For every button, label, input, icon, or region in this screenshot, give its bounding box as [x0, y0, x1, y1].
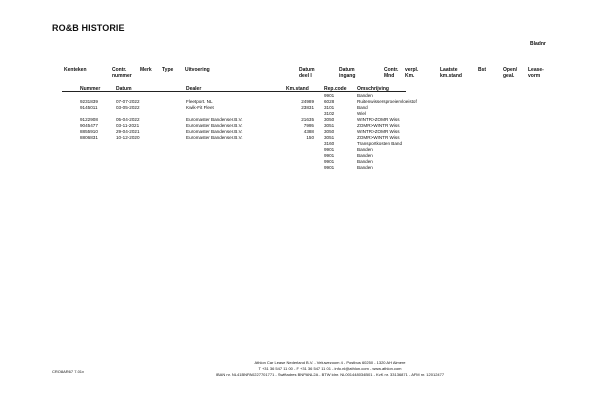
cell-repcode: 9901: [324, 93, 335, 98]
subheader-datum: Datum: [116, 86, 132, 92]
cell-repcode: 9901: [324, 165, 335, 170]
cell-nummer: 8806831: [80, 135, 98, 140]
cell-repcode: 3160: [324, 141, 335, 146]
cell-repcode: 3051: [324, 123, 335, 128]
cell-kmstand: 4388: [303, 129, 314, 134]
cell-kmstand: 7995: [303, 123, 314, 128]
header-lease-vorm: Lease- vorm: [528, 67, 544, 79]
cell-nummer: 9145011: [80, 105, 98, 110]
cell-repcode: 3101: [324, 105, 335, 110]
header-divider: [62, 91, 406, 92]
subheader-dealer: Dealer: [186, 86, 202, 92]
header-merk: Merk: [140, 67, 152, 73]
cell-dealer: Fleetport. NL: [186, 99, 213, 104]
cell-omschrijving: ZOMR>WINTR Wiss: [357, 135, 400, 140]
cell-datum: 03-05-2022: [116, 105, 140, 110]
cell-repcode: 9901: [324, 153, 335, 158]
cell-omschrijving: Ruitenwissersproeiervloeistof: [357, 99, 417, 104]
header-datum-ingang: Datum ingang: [339, 67, 356, 79]
header-contr-nummer: Contr. nummer: [112, 67, 132, 79]
cell-repcode: 9901: [324, 159, 335, 164]
cell-repcode: 3051: [324, 135, 335, 140]
cell-omschrijving: Banden: [357, 147, 373, 152]
cell-dealer: Euromaster Bandenser.B.V.: [186, 123, 243, 128]
cell-datum: 10-12-2020: [116, 135, 140, 140]
subheader-repcode: Rep.code: [324, 86, 347, 92]
header-contr-mnd: Contr. Mnd: [384, 67, 399, 79]
cell-omschrijving: Banden: [357, 159, 373, 164]
cell-omschrijving: Banden: [357, 93, 373, 98]
cell-omschrijving: Band: [357, 105, 368, 110]
header-kenteken: Kenteken: [64, 67, 87, 73]
cell-datum: 07-07-2022: [116, 99, 140, 104]
cell-omschrijving: ZOMR>WINTR Wiss: [357, 123, 400, 128]
cell-datum: 29-04-2021: [116, 129, 140, 134]
cell-nummer: 9122908: [80, 117, 98, 122]
cell-datum: 03-11-2021: [116, 123, 140, 128]
cell-repcode: 6028: [324, 99, 335, 104]
cell-nummer: 9231839: [80, 99, 98, 104]
cell-omschrijving: Banden: [357, 153, 373, 158]
form-code: CRO8AR67 7.01v: [52, 369, 85, 374]
subheader-omschrijving: Omschrijving: [357, 86, 389, 92]
cell-dealer: Euromaster Bandenser.B.V.: [186, 135, 243, 140]
cell-dealer: Kwik-Fit Fleet: [186, 105, 214, 110]
cell-kmstand: 150: [306, 135, 314, 140]
page-number-label: Bladnr: [530, 41, 546, 47]
footer-contact: T +31 36 547 11 00 - F +31 36 547 11 01 - info.nl@athlon.com - www.athlon.com: [258, 366, 402, 371]
header-open-geal: Open/ geal.: [503, 67, 518, 79]
cell-nummer: 9045477: [80, 123, 98, 128]
subheader-kmstand: Km.stand: [286, 86, 309, 92]
cell-repcode: 3050: [324, 117, 335, 122]
page-title: RO&B HISTORIE: [52, 23, 125, 33]
footer-address: Athlon Car Lease Nederland B.V. - Veluwezoom 4 - Postbus 60250 - 1320 AH Almere: [254, 360, 406, 365]
cell-omschrijving: WINTR>ZOMR Wiss: [357, 129, 400, 134]
subheader-nummer: Nummer: [80, 86, 101, 92]
cell-repcode: 3050: [324, 129, 335, 134]
header-datum-deel: Datum deel I: [299, 67, 315, 79]
cell-datum: 05-04-2022: [116, 117, 140, 122]
cell-omschrijving: Banden: [357, 165, 373, 170]
cell-repcode: 3102: [324, 111, 335, 116]
header-bst: Bst: [478, 67, 487, 73]
cell-kmstand: 24989: [301, 99, 314, 104]
cell-kmstand: 23831: [301, 105, 314, 110]
header-uitvoering: Uitvoering: [185, 67, 210, 73]
cell-omschrijving: Wiel: [357, 111, 366, 116]
footer-registration: IBAN nr. NL41BNPA0227701771 - Swiftadres BNPANL2A - BTW idnr. NL001448034B01 - KvK nr. 33136871 - AFM nr. 12012477: [215, 372, 445, 377]
cell-kmstand: 21635: [301, 117, 314, 122]
cell-dealer: Euromaster Bandenser.B.V.: [186, 117, 243, 122]
header-verpl-km: verpl. Km.: [405, 67, 419, 79]
cell-omschrijving: WINTR>ZOMR Wiss: [357, 117, 400, 122]
cell-repcode: 9901: [324, 147, 335, 152]
header-type: Type: [162, 67, 174, 73]
cell-dealer: Euromaster Bandenser.B.V.: [186, 129, 243, 134]
cell-nummer: 8855910: [80, 129, 98, 134]
header-laatste-kmstand: Laatste km.stand: [440, 67, 462, 79]
cell-omschrijving: Transportkosten Band: [357, 141, 403, 146]
